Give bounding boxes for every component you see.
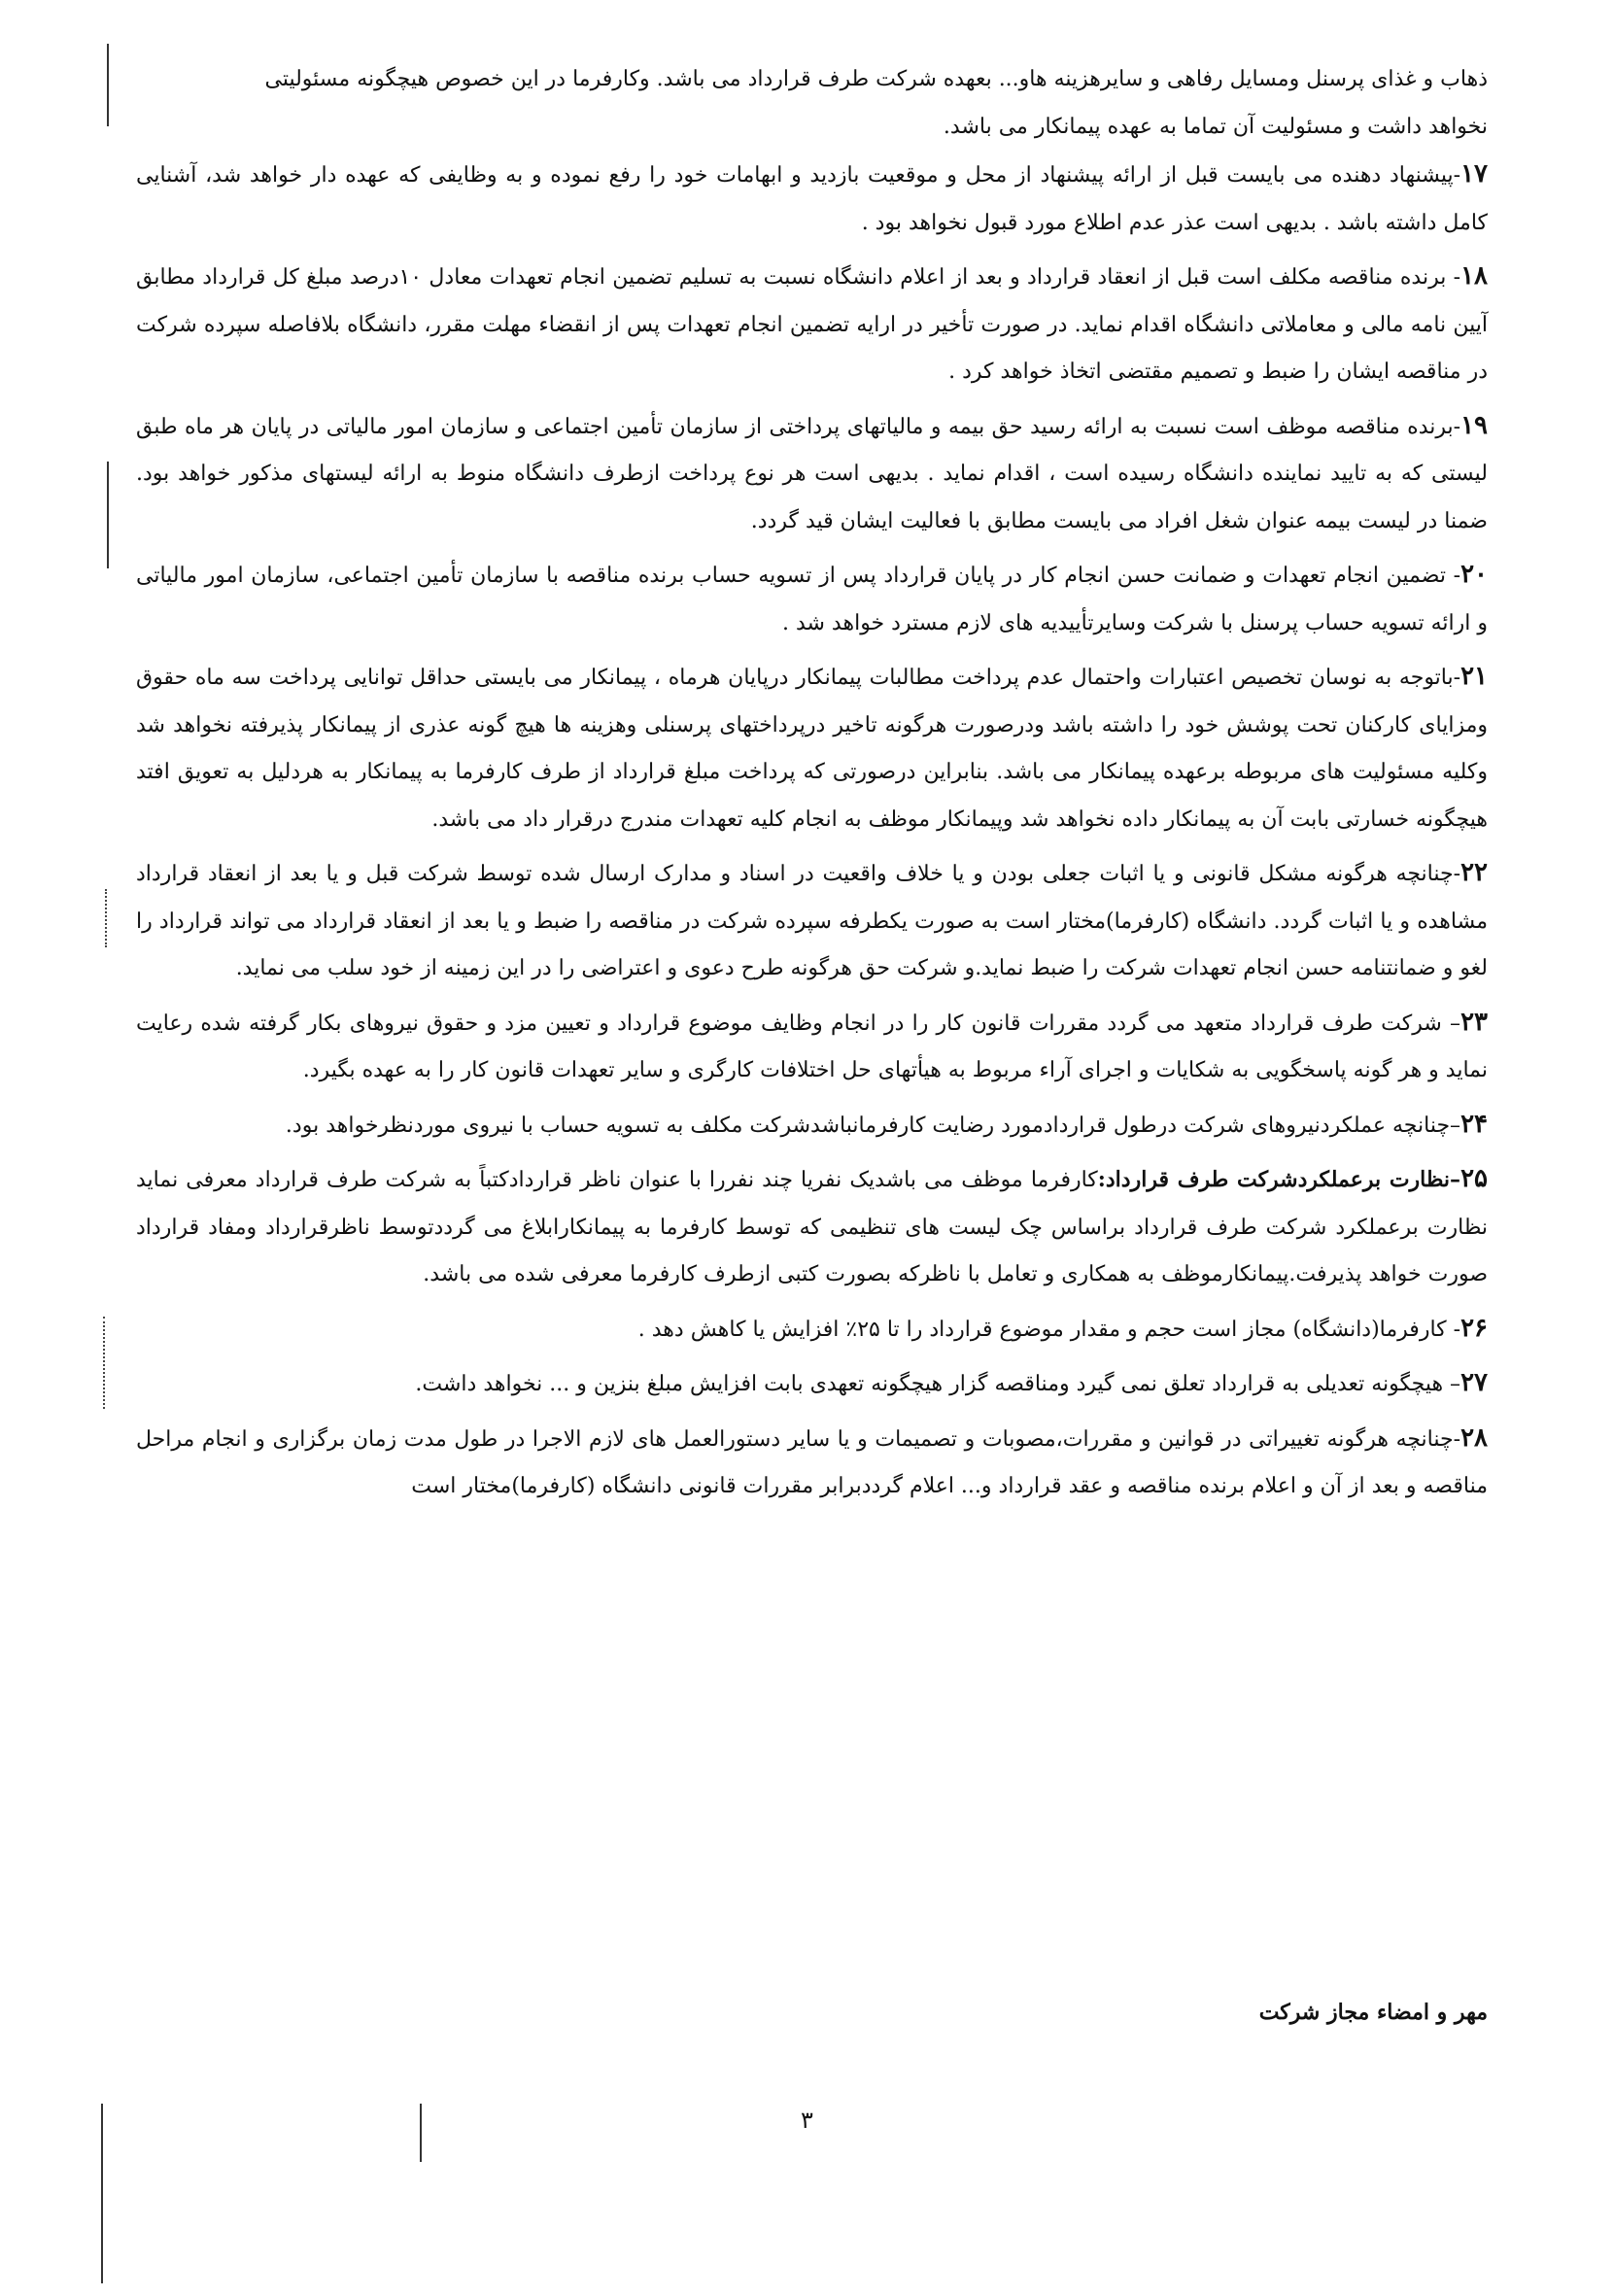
clause-24 [136,1101,1488,1150]
clause-number: ۲۰ [1460,560,1489,589]
clause-text: - تضمین انجام تعهدات و ضمانت حسن انجام کار در پایان قرارداد پس از تسویه حساب برنده مناقصه با سازمان تأمین اجتماعی، سازمان امور مالیاتی و ارائه تسویه حساب پرسنل با شرکت وسایرتأییدیه های لازم مسترد خواهد شد . [136,564,1488,635]
intro-line-2: نخواهد داشت و مسئولیت آن تماما به عهده پیمانکار می باشد. [943,114,1488,139]
intro-line-1: ذهاب و غذای پرسنل ومسایل رفاهی و سایرهزینه هاو... بعهده شرکت طرف قرارداد می باشد. وکارفرما در این خصوص هیچگونه مسئولیتی [264,67,1488,91]
clause-22 [136,849,1488,993]
clause-25 [136,1155,1488,1299]
clause-number: ۲۴ [1460,1109,1488,1139]
page-number: ۳ [801,2107,813,2134]
clause-number: ۲۷ [1460,1368,1488,1397]
clause-17 [136,151,1488,247]
clause-number: ۲۳ [1460,1007,1488,1037]
clause-text: –چنانچه عملکردنیروهای شرکت درطول قراردادمورد رضایت کارفرمانباشدشرکت مکلف به تسویه حساب با نیروی موردنظرخواهد بود. [285,1113,1461,1138]
clause-number: ۲۱ [1460,662,1488,691]
scan-mark [105,889,107,947]
clause-27 [136,1359,1488,1409]
signature-label: مهر و امضاء مجاز شرکت [1258,2000,1488,2025]
clause-number: ۱۷ [1460,159,1488,188]
clause-number: ۱۹ [1460,410,1488,440]
scan-mark [107,44,109,126]
clause-text: - برنده مناقصه مکلف است قبل از انعقاد قرارداد و بعد از اعلام دانشگاه نسبت به تسلیم تضمین انجام تعهدات معادل ۱۰درصد مبلغ کل قرارداد مطابق آیین نامه مالی و معاملاتی دانشگاه اقدام نماید. در صورت تأخیر در ارایه تضمین انجام تعهدات پس از انقضاء مهلت مقرر، دانشگاه بلافاصله سپرده شرکت در مناقصه ایشان را ضبط و تصمیم مقتضی اتخاذ خواهد کرد . [136,265,1488,384]
clause-number: ۲۶ [1460,1313,1488,1343]
clause-number: ۱۸ [1460,261,1488,291]
clause-title: –نظارت برعملکردشرکت طرف قرارداد: [1097,1167,1461,1192]
scan-mark [107,462,109,568]
clause-text: کارفرما موظف می باشدیک نفریا چند نفررا با عنوان ناظر قراردادکتباً به شرکت طرف قرارداد معرفی نماید نظارت برعملکرد شرکت طرف قرارداد براساس چک لیست های تنظیمی که توسط کارفرما به پیمانکارابلاغ می گرددتوسط ناظرقرارداد ومفاد قرارداد صورت خواهد پذیرفت.پیمانکارموظف به همکاری و تعامل با ناظرکه بصورت کتبی ازطرف کارفرما معرفی شده می باشد. [136,1168,1488,1286]
clause-number: ۲۸ [1460,1422,1488,1453]
clause-text: -چنانچه هرگونه مشکل قانونی و یا اثبات جعلی بودن و یا خلاف واقعیت در اسناد و مدارک ارسال شده توسط شرکت قبل و یا بعد از انعقاد قرارداد مشاهده و یا اثبات گردد. دانشگاه (کارفرما)مختار است به صورت یکطرفه سپرده شرکت در مناقصه را ضبط و یا بعد از انعقاد قرارداد می تواند قرارداد را لغو و ضمانتنامه حسن انجام تعهدات شرکت را ضبط نماید.و شرکت حق هرگونه طرح دعوی و اعتراضی را در این زمینه از خود سلب می نماید. [136,862,1488,980]
clause-20 [136,551,1488,647]
clause-text: -باتوجه به نوسان تخصیص اعتبارات واحتمال عدم پرداخت مطالبات پیمانکار درپایان هرماه ، پیمانکار می بایستی حداقل توانایی پرداخت سه ماه حقوق ومزایای کارکنان تحت پوشش خود را داشته باشد ودرصورت هرگونه تاخیر درپرداختهای پرسنلی وهزینه ها هیچ گونه عذری از پیمانکار پذیرفته نخواهد شد وکلیه مسئولیت های مربوطه برعهده پیمانکار می باشد. بنابراین درصورتی که پرداخت مبلغ قرارداد از طرف کارفرما به پیمانکار به هردلیل به تعویق افتد هیچگونه خسارتی بابت آن به پیمانکار داده نخواهد شد وپیمانکار موظف به انجام کلیه تعهدات مندرج درقرار داد می باشد. [136,666,1488,832]
clause-text: - کارفرما(دانشگاه) مجاز است حجم و مقدار موضوع قرارداد را تا ۲۵٪ افزایش یا کاهش دهد . [637,1317,1461,1342]
clause-number: ۲۲ [1460,858,1488,887]
intro-paragraph [136,56,1488,151]
clause-number: ۲۵ [1460,1164,1488,1193]
clause-text: – شرکت طرف قرارداد متعهد می گردد مقررات قانون کار را در انجام وظایف موضوع قرارداد و تعیین مزد و حقوق نیروهای بکار گرفته شده رعایت نماید و هر گونه پاسخگویی به شکایات و اجرای آراء مربوط به هیأتهای حل اختلافات کارگری و سایر تعهدات قانون کار را به عهده بگیرد. [136,1011,1488,1082]
clause-23 [136,999,1488,1095]
document-body [136,56,1488,1517]
clause-text: -چنانچه هرگونه تغییراتی در قوانین و مقررات،مصوبات و تصمیمات و یا سایر دستورالعمل های لازم الاجرا در طول مدت زمان برگزاری و انجام مراحل مناقصه و بعد از آن و اعلام برنده مناقصه و عقد قرارداد و... اعلام گرددبرابر مقررات قانونی دانشگاه (کارفرما)مختار است [136,1426,1488,1498]
clause-18 [136,253,1488,396]
clause-text: -برنده مناقصه موظف است نسبت به ارائه رسید حق بیمه و مالیاتهای پرداختی از سازمان تأمین اجتماعی و سازمان امور مالیاتی در پایان هر ماه طبق لیستی که به تایید نماینده دانشگاه رسیده است ، اقدام نماید . بدیهی است هر نوع پرداخت ازطرف دانشگاه منوط به ارائه لیستهای مذکور خواهد بود. ضمنا در لیست بیمه عنوان شغل افراد می بایست مطابق با فعالیت ایشان قید گردد. [136,414,1488,533]
clause-21 [136,653,1488,843]
clause-26 [136,1305,1488,1354]
scan-mark [103,1317,105,1409]
clause-text: -پیشنهاد دهنده می بایست قبل از ارائه پیشنهاد از محل و موقعیت بازدید و ابهامات خود را رفع نموده و به وظایفی که عهده دار خواهد شد، آشنایی کامل داشته باشد . بدیهی است عذر عدم اطلاع مورد قبول نخواهد بود . [136,163,1488,235]
clause-19 [136,402,1488,546]
clause-text: – هیچگونه تعدیلی به قرارداد تعلق نمی گیرد ومناقصه گزار هیچگونه تعهدی بابت افزایش مبلغ بنزین و ... نخواهد داشت. [415,1372,1461,1396]
clause-28 [136,1415,1488,1511]
